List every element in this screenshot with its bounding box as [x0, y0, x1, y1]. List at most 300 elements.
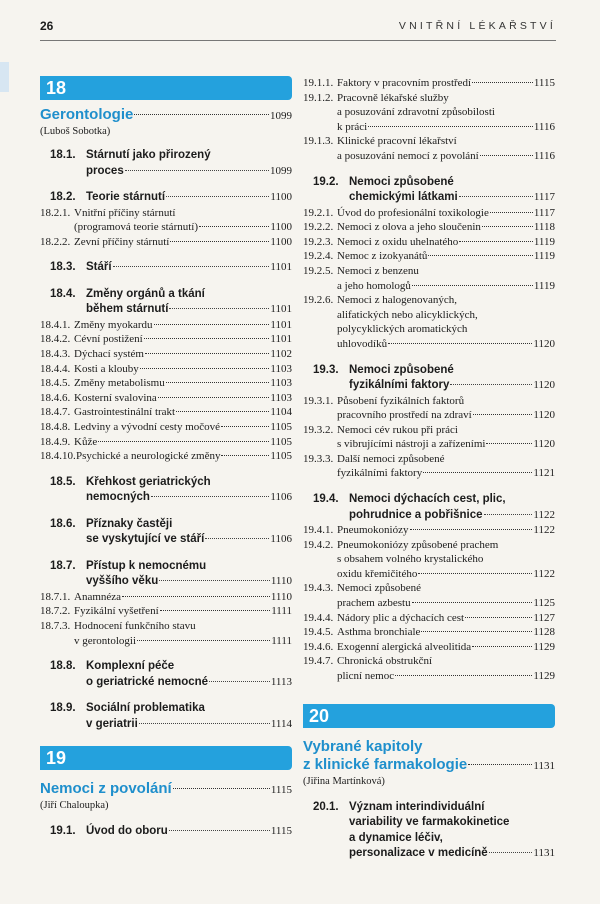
leader-dots: [395, 675, 532, 676]
page-ref: 1102: [270, 347, 292, 360]
section-number: 18.9.: [50, 702, 76, 715]
toc-entry-19-4[interactable]: [303, 492, 555, 508]
section-number: 19.1.3.: [303, 135, 334, 148]
toc-entry-19-1-2-cont[interactable]: [303, 105, 555, 120]
toc-entry-19-4-3[interactable]: [303, 581, 555, 596]
page-ref: 1120: [533, 438, 555, 451]
leader-dots: [482, 226, 533, 227]
page-ref: 1111: [271, 605, 292, 618]
page-ref: 1122: [533, 524, 555, 537]
page-ref: 1117: [533, 206, 555, 219]
section-number: 18.7.3.: [40, 619, 71, 632]
page-ref: 1128: [533, 626, 555, 639]
section-title: Křehkost geriatrických: [86, 475, 211, 488]
page-ref: 1113: [270, 675, 292, 688]
leader-dots: [122, 596, 270, 597]
toc-entry-20-1[interactable]: [303, 800, 555, 816]
toc-entry-18-4-1[interactable]: [40, 318, 292, 333]
toc-entry-18-1[interactable]: [40, 148, 292, 164]
toc-entry-18-2-1[interactable]: [40, 206, 292, 221]
section-title: Úvod do oboru: [86, 825, 168, 838]
section-title: variability ve farmakokinetice: [349, 816, 510, 829]
section-title: a jeho homologů: [337, 279, 411, 292]
chapter-18-author: (Luboš Sobotka): [40, 126, 111, 137]
chapter-18-number-bar: 18: [40, 76, 292, 100]
section-title: oxidu křemičitého: [337, 567, 418, 580]
page-ref: 1117: [533, 191, 555, 204]
section-number: 18.6.: [50, 517, 76, 530]
page-ref: 1104: [270, 406, 292, 419]
leader-dots: [134, 114, 269, 115]
page-ref: 1105: [270, 450, 292, 463]
section-number: 18.4.9.: [40, 435, 71, 448]
section-title: Kosterní svalovina: [74, 391, 157, 404]
toc-column-left: [40, 76, 292, 840]
section-number: 18.4.8.: [40, 420, 71, 433]
page-ref: 1122: [533, 508, 555, 521]
section-title: Pneumokoniózy: [337, 524, 409, 537]
section-title: během stárnutí: [86, 303, 169, 316]
toc-entry-20-1-cont3[interactable]: [303, 846, 555, 862]
page-ref: 1116: [533, 149, 555, 162]
toc-entry-18-4-8[interactable]: [40, 420, 292, 435]
toc-entry-19-2-cont[interactable]: [303, 190, 555, 206]
section-number: 18.4.2.: [40, 333, 71, 346]
section-number: 19.3.2.: [303, 423, 334, 436]
toc-entry-20-1-cont[interactable]: [303, 815, 555, 831]
section-title: Gastrointestinální trakt: [74, 406, 176, 419]
toc-entry-18-5-cont[interactable]: [40, 490, 292, 506]
toc-entry-19-1-2[interactable]: [303, 91, 555, 106]
page-ref: 1116: [533, 120, 555, 133]
section-title: Změny myokardu: [74, 318, 153, 331]
toc-entry-19-2-1[interactable]: [303, 206, 555, 221]
toc-entry-19-1-3[interactable]: [303, 134, 555, 149]
toc-entry-19-3-3-cont[interactable]: [303, 466, 555, 481]
leader-dots: [166, 196, 269, 197]
page-ref: 1099: [270, 110, 292, 122]
page-ref: 1115: [270, 825, 292, 838]
section-title: Zevní příčiny stárnutí: [74, 235, 170, 248]
leader-dots: [490, 212, 533, 213]
section-title: Dýchací systém: [74, 347, 144, 360]
section-number: 19.3.3.: [303, 452, 334, 465]
leader-dots: [205, 538, 269, 539]
section-number: 19.4.5.: [303, 626, 334, 639]
page-ref: 1103: [270, 362, 292, 375]
toc-entry-18-7-3-cont[interactable]: [40, 634, 292, 649]
header-rule: [40, 40, 556, 41]
section-title: k práci: [337, 120, 368, 133]
page-ref: 1121: [533, 467, 555, 480]
section-title: Kosti a klouby: [74, 362, 139, 375]
section-number: 19.3.1.: [303, 394, 334, 407]
page-ref: 1101: [270, 303, 292, 316]
section-title: a dynamice léčiv,: [349, 831, 443, 844]
section-title: chemickými látkami: [349, 191, 458, 204]
page-ref: 1131: [533, 759, 555, 772]
toc-entry-19-3[interactable]: [303, 363, 555, 379]
page-ref: 1118: [533, 221, 555, 234]
section-title: Pneumokoniózy způsobené prachem: [337, 538, 499, 551]
page-ref: 1129: [533, 670, 555, 682]
page-ref: 1110: [270, 590, 292, 603]
toc-entry-19-4-4[interactable]: [303, 611, 555, 626]
chapter-title-text: Gerontologie: [40, 106, 134, 123]
section-number: 18.4.4.: [40, 362, 71, 375]
toc-entry-19-2-3[interactable]: [303, 235, 555, 250]
toc-column-right: [303, 76, 555, 862]
leader-dots: [459, 196, 533, 197]
page-ref: 1122: [533, 567, 555, 580]
section-number: 18.2.1.: [40, 206, 71, 219]
toc-entry-18-9-cont[interactable]: [40, 717, 292, 733]
leader-dots: [468, 764, 532, 765]
section-number: 20.1.: [313, 800, 339, 813]
page-number: 26: [40, 19, 54, 33]
page-ref: 1101: [270, 333, 292, 346]
leader-dots: [137, 640, 270, 641]
section-number: 19.4.7.: [303, 655, 334, 668]
toc-entry-19-3-3[interactable]: [303, 452, 555, 467]
section-number: 18.4.1.: [40, 318, 71, 331]
leader-dots: [160, 610, 271, 611]
leader-dots: [410, 529, 533, 530]
section-title: Další nemoci způsobené: [337, 452, 445, 465]
section-title: Změny metabolismu: [74, 377, 165, 390]
toc-entry-19-4-1[interactable]: [303, 523, 555, 538]
section-title: v geriatrii: [86, 717, 138, 730]
chapter-20-title-cont[interactable]: [303, 756, 555, 775]
section-title: (programová teorie stárnutí): [74, 221, 199, 234]
leader-dots: [421, 631, 532, 632]
leader-dots: [221, 426, 269, 427]
toc-entry-18-4-5[interactable]: [40, 376, 292, 391]
section-number: 19.2.1.: [303, 206, 334, 219]
section-number: 18.4.7.: [40, 406, 71, 419]
toc-entry-19-4-cont[interactable]: [303, 508, 555, 524]
toc-entry-18-7-2[interactable]: [40, 604, 292, 619]
toc-entry-18-4[interactable]: [40, 287, 292, 303]
page-ref: 1119: [533, 279, 555, 292]
toc-entry-18-8-cont[interactable]: [40, 675, 292, 691]
section-number: 19.4.1.: [303, 524, 334, 537]
section-title: prachem azbestu: [337, 597, 411, 610]
chapter-title-text: Nemoci z povolání: [40, 780, 172, 798]
toc-entry-19-4-2-cont2[interactable]: [303, 567, 555, 582]
section-number: 19.4.2.: [303, 538, 334, 551]
chapter-19-title[interactable]: [40, 780, 292, 799]
toc-entry-18-4-9[interactable]: [40, 435, 292, 450]
chapter-20-title[interactable]: [303, 738, 555, 756]
section-title: Nemoci způsobené: [349, 363, 454, 376]
chapter-title-text: Vybrané kapitoly: [303, 737, 423, 755]
section-title: Stárnutí jako přirozený: [86, 149, 211, 161]
section-title: Exogenní alergická alveolitida: [337, 640, 472, 653]
page-header: [40, 19, 556, 35]
toc-entry-19-2-5-cont[interactable]: [303, 279, 555, 294]
leader-dots: [418, 573, 532, 574]
section-number: 18.7.2.: [40, 605, 71, 618]
section-title: Sociální problematika: [86, 702, 205, 715]
page-ref: 1103: [270, 391, 292, 404]
toc-entry-19-1[interactable]: [40, 824, 292, 840]
toc-entry-19-1-3-cont[interactable]: [303, 149, 555, 164]
toc-entry-19-4-5[interactable]: [303, 625, 555, 640]
toc-entry-19-2[interactable]: [303, 175, 555, 191]
section-number: 19.1.1.: [303, 77, 334, 89]
leader-dots: [154, 324, 270, 325]
toc-entry-18-4-10[interactable]: [40, 449, 292, 464]
section-number: 18.1.: [50, 149, 76, 161]
leader-dots: [412, 602, 533, 603]
page-ref: 1131: [533, 847, 555, 860]
page-ref: 1103: [270, 377, 292, 390]
leader-dots: [98, 441, 269, 442]
section-number: 19.2.: [313, 175, 339, 188]
page-ref: 1106: [270, 533, 292, 546]
page-ref: 1101: [270, 318, 292, 331]
toc-entry-19-2-6[interactable]: [303, 293, 555, 308]
leader-dots: [139, 723, 270, 724]
section-number: 18.2.: [50, 191, 76, 203]
toc-entry-18-4-2[interactable]: [40, 332, 292, 347]
toc-entry-19-1-2-cont2[interactable]: [303, 120, 555, 135]
toc-entry-18-9[interactable]: [40, 701, 292, 717]
toc-entry-18-6[interactable]: [40, 517, 292, 533]
section-title: Nemoci způsobené: [337, 582, 421, 595]
section-title: Příznaky častěji: [86, 517, 173, 530]
section-title: Význam interindividuální: [349, 800, 485, 813]
page-ref: 1105: [270, 435, 292, 448]
section-title: Vnitřní příčiny stárnutí: [74, 206, 176, 219]
section-title: pohrudnice a pobřišnice: [349, 508, 483, 521]
leader-dots: [170, 241, 269, 242]
toc-entry-19-3-2[interactable]: [303, 423, 555, 438]
section-number: 19.4.4.: [303, 611, 334, 624]
section-title: Nemoci z benzenu: [337, 264, 419, 277]
section-number: 19.2.6.: [303, 294, 334, 307]
toc-entry-19-4-3-cont[interactable]: [303, 596, 555, 611]
leader-dots: [151, 496, 269, 497]
section-number: 18.4.3.: [40, 347, 71, 360]
page-ref: 1127: [533, 611, 555, 624]
section-title: Ledviny a vývodní cesty močové: [74, 420, 221, 433]
page-ref: 1120: [533, 337, 555, 350]
section-title: Pracovně lékařské služby: [337, 91, 449, 104]
toc-entry-18-4-6[interactable]: [40, 391, 292, 406]
chapter-18-title[interactable]: [40, 106, 292, 125]
leader-dots: [459, 241, 533, 242]
toc-entry-19-4-6[interactable]: [303, 640, 555, 655]
section-title: Nemoci z halogenovaných,: [337, 294, 458, 307]
section-title: Nemoci cév rukou při práci: [337, 423, 458, 436]
page-ref: 1119: [533, 250, 555, 263]
section-number: 19.1.2.: [303, 91, 334, 104]
toc-entry-18-1-cont[interactable]: [40, 164, 292, 180]
page-ref: 1115: [533, 77, 555, 89]
page-ref: 1114: [270, 717, 292, 730]
toc-entry-18-5[interactable]: [40, 475, 292, 491]
section-number: 19.4.6.: [303, 640, 334, 653]
section-title: s obsahem volného krystalického: [337, 553, 484, 566]
section-title: Asthma bronchiale: [337, 626, 421, 639]
section-title: Faktory v pracovním prostředí: [337, 77, 472, 89]
leader-dots: [209, 681, 270, 682]
page-ref: 1100: [270, 191, 292, 203]
running-title: VNITŘNÍ LÉKAŘSTVÍ: [398, 20, 556, 32]
toc-entry-19-1-1[interactable]: [303, 76, 555, 91]
leader-dots: [450, 384, 532, 385]
page-ref: 1120: [533, 409, 555, 422]
toc-entry-19-2-6-cont3[interactable]: [303, 337, 555, 352]
section-title: Působení fyzikálních faktorů: [337, 394, 465, 407]
section-title: Nádory plic a dýchacích cest: [337, 611, 465, 624]
page-ref: 1105: [270, 420, 292, 433]
section-title: alifatických nebo alicyklických,: [337, 308, 478, 321]
page-ref: 1100: [270, 221, 292, 234]
section-title: Hodnocení funkčního stavu: [74, 619, 196, 632]
section-title: Nemoci z oxidu uhelnatého: [337, 235, 459, 248]
toc-entry-19-4-7-cont[interactable]: [303, 669, 555, 684]
leader-dots: [486, 443, 532, 444]
section-title: Fyzikální vyšetření: [74, 605, 159, 618]
section-title: Nemoci z olova a jeho sloučenin: [337, 221, 481, 234]
section-number: 18.4.10.: [40, 450, 76, 463]
toc-entry-19-3-cont[interactable]: [303, 378, 555, 394]
toc-entry-18-3[interactable]: [40, 260, 292, 276]
section-title: proces: [86, 164, 124, 177]
leader-dots: [125, 170, 269, 171]
toc-entry-18-4-4[interactable]: [40, 362, 292, 377]
leader-dots: [176, 411, 269, 412]
section-number: 18.4.6.: [40, 391, 71, 404]
page-ref: 1110: [270, 575, 292, 588]
toc-entry-18-7-3[interactable]: [40, 619, 292, 634]
chapter-title-text: z klinické farmakologie: [303, 755, 468, 773]
section-title: plicní nemoc: [337, 670, 395, 682]
section-number: 19.2.4.: [303, 250, 334, 263]
section-title: vyššího věku: [86, 575, 159, 588]
section-title: uhlovodíků: [337, 337, 388, 350]
leader-dots: [113, 266, 270, 267]
section-title: Chronická obstrukční: [337, 655, 433, 668]
section-number: 19.4.: [313, 493, 339, 506]
section-title: nemocných: [86, 491, 150, 504]
section-title: Klinické pracovní lékařství: [337, 135, 457, 148]
leader-dots: [173, 788, 270, 789]
section-number: 18.8.: [50, 660, 76, 673]
toc-entry-19-2-2[interactable]: [303, 220, 555, 235]
page-ref: 1119: [533, 235, 555, 248]
leader-dots: [199, 226, 269, 227]
section-number: 18.7.: [50, 559, 76, 572]
toc-entry-20-1-cont2[interactable]: [303, 831, 555, 847]
section-title: pracovního prostředí na zdraví: [337, 409, 472, 422]
toc-entry-18-2-2[interactable]: [40, 235, 292, 250]
leader-dots: [166, 382, 270, 383]
toc-entry-19-2-6-cont2[interactable]: [303, 322, 555, 337]
section-title: Stáří: [86, 261, 112, 274]
section-number: 19.2.2.: [303, 221, 334, 234]
toc-entry-19-2-4[interactable]: [303, 249, 555, 264]
toc-entry-19-4-2[interactable]: [303, 538, 555, 553]
chapter-19-author: (Jiří Chaloupka): [40, 800, 109, 812]
toc-entry-19-3-1[interactable]: [303, 394, 555, 409]
chapter-20-author: (Jiřina Martínková): [303, 775, 385, 787]
leader-dots: [158, 397, 270, 398]
leader-dots: [388, 343, 532, 344]
toc-entry-18-4-7[interactable]: [40, 405, 292, 420]
chapter-20-number-bar: 20: [303, 704, 555, 728]
toc-entry-18-7-cont[interactable]: [40, 574, 292, 590]
leader-dots: [480, 155, 533, 156]
chapter-19-number-bar: 19: [40, 746, 292, 770]
toc-entry-18-2-1-cont[interactable]: [40, 220, 292, 235]
page-ref: 1100: [270, 235, 292, 248]
leader-dots: [368, 126, 533, 127]
leader-dots: [169, 308, 269, 309]
section-title: se vyskytující ve stáří: [86, 533, 205, 546]
toc-entry-18-7[interactable]: [40, 559, 292, 575]
section-title: v gerontologii: [74, 634, 137, 647]
page-ref: 1115: [270, 784, 292, 797]
section-title: Anamnéza: [74, 590, 122, 603]
leader-dots: [140, 368, 270, 369]
section-title: fyzikálními faktory: [337, 467, 423, 480]
leader-dots: [145, 353, 269, 354]
leader-dots: [423, 472, 532, 473]
leader-dots: [428, 255, 532, 256]
leader-dots: [472, 646, 532, 647]
leader-dots: [412, 285, 533, 286]
toc-entry-18-4-3[interactable]: [40, 347, 292, 362]
leader-dots: [489, 852, 533, 853]
page-ref: 1099: [270, 164, 292, 177]
toc-entry-18-6-cont[interactable]: [40, 532, 292, 548]
leader-dots: [159, 580, 270, 581]
section-number: 18.4.: [50, 287, 76, 300]
toc-entry-18-4-cont[interactable]: [40, 302, 292, 318]
section-title: Úvod do profesionální toxikologie: [337, 206, 489, 219]
section-title: polycyklických aromatických: [337, 323, 468, 336]
section-title: Cévní postižení: [74, 333, 143, 346]
page-ref: 1125: [533, 597, 555, 610]
toc-entry-19-2-6-cont[interactable]: [303, 308, 555, 323]
toc-entry-19-3-2-cont[interactable]: [303, 437, 555, 452]
toc-entry-19-3-1-cont[interactable]: [303, 408, 555, 423]
toc-entry-19-4-2-cont[interactable]: [303, 552, 555, 567]
section-number: 19.3.: [313, 363, 339, 376]
page-ref: 1101: [270, 261, 292, 274]
section-title: Nemoci dýchacích cest, plic,: [349, 493, 506, 506]
page-ref: 1111: [271, 634, 292, 647]
page-ref: 1106: [270, 491, 292, 504]
toc-entry-19-4-7[interactable]: [303, 654, 555, 669]
section-number: 18.5.: [50, 475, 76, 488]
section-title: fyzikálními faktory: [349, 379, 450, 391]
section-title: Teorie stárnutí: [86, 191, 166, 203]
section-number: 19.2.3.: [303, 235, 334, 248]
section-title: o geriatrické nemocné: [86, 675, 209, 688]
section-number: 18.3.: [50, 261, 76, 274]
toc-entry-18-7-1[interactable]: [40, 590, 292, 605]
leader-dots: [472, 82, 533, 83]
toc-entry-18-8[interactable]: [40, 659, 292, 675]
toc-entry-19-2-5[interactable]: [303, 264, 555, 279]
toc-entry-18-2[interactable]: [40, 190, 292, 206]
section-number: 18.4.5.: [40, 377, 71, 390]
